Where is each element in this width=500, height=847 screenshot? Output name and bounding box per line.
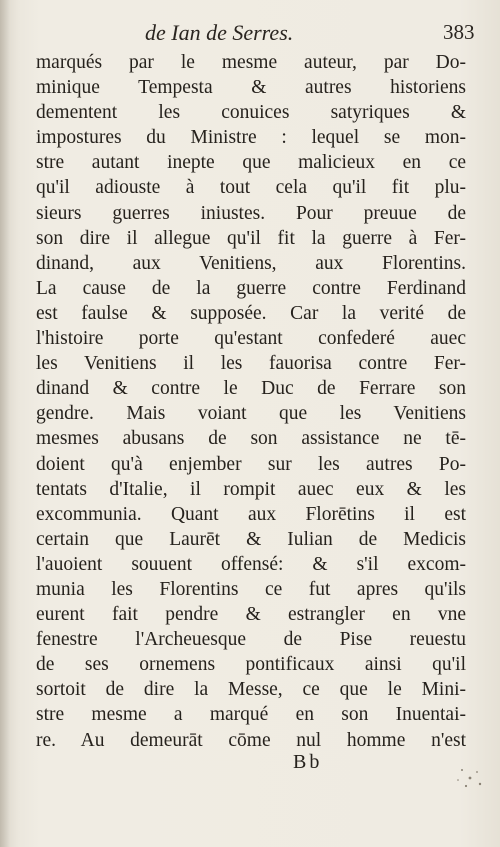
text-line: stre autant inepte que malicieux en ce <box>36 152 466 174</box>
body-text <box>36 50 466 753</box>
text-line: les Venitiens il les fauorisa contre Fer- <box>36 353 466 375</box>
text-line: qu'il adiouste à tout cela qu'il fit plu- <box>36 177 466 199</box>
text-line: de ses ornemens pontificaux ainsi qu'il <box>36 654 466 676</box>
text-line: doient qu'à enjember sur les autres Po- <box>36 453 466 475</box>
text-line: dementent les conuices satyriques & <box>36 102 466 124</box>
text-line: minique Tempesta & autres historiens <box>36 77 466 99</box>
text-line: munia les Florentins ce fut apres qu'ils <box>36 578 466 600</box>
text-line: l'auoient souuent offensé: & s'il excom- <box>36 553 466 575</box>
text-line: est faulse & supposée. Car la verité de <box>36 302 466 324</box>
running-head: de Ian de Serres. <box>145 20 294 45</box>
text-line: eurent fait pendre & estrangler en vne <box>36 604 466 626</box>
text-line: sortoit de dire la Messe, ce que le Mini- <box>36 679 466 701</box>
page-header <box>0 20 500 50</box>
ink-stain <box>450 760 490 800</box>
text-line: sieurs guerres iniustes. Pour preuue de <box>36 202 466 224</box>
text-line: marqués par le mesme auteur, par Do- <box>36 52 466 73</box>
text-line: dinand, aux Venitiens, aux Florentins. <box>36 252 466 274</box>
text-line: l'histoire porte qu'estant confederé auec <box>36 328 466 350</box>
page-edge-shadow <box>0 0 10 847</box>
text-line: excommunia. Quant aux Florētins il est <box>36 503 466 525</box>
text-line: tentats d'Italie, il rompit auec eux & les <box>36 478 466 500</box>
text-line: re. Au demeurāt cōme nul homme n'est <box>36 729 466 751</box>
page-number: 383 <box>443 20 475 44</box>
text-line: fenestre l'Archeuesque de Pise reuestu <box>36 629 466 651</box>
text-line: dinand & contre le Duc de Ferrare son <box>36 378 466 400</box>
text-line: son dire il allegue qu'il fit la guerre à Fer- <box>36 227 466 249</box>
text-line: impostures du Ministre : lequel se mon- <box>36 127 466 149</box>
text-line: stre mesme a marqué en son Inuentai- <box>36 704 466 726</box>
text-line: certain que Laurēt & Iulian de Medicis <box>36 528 466 550</box>
text-line: mesmes abusans de son assistance ne tē- <box>36 428 466 450</box>
text-line: La cause de la guerre contre Ferdinand <box>36 277 466 299</box>
text-line: gendre. Mais voiant que les Venitiens <box>36 403 466 425</box>
signature-mark: Bb <box>293 751 323 773</box>
